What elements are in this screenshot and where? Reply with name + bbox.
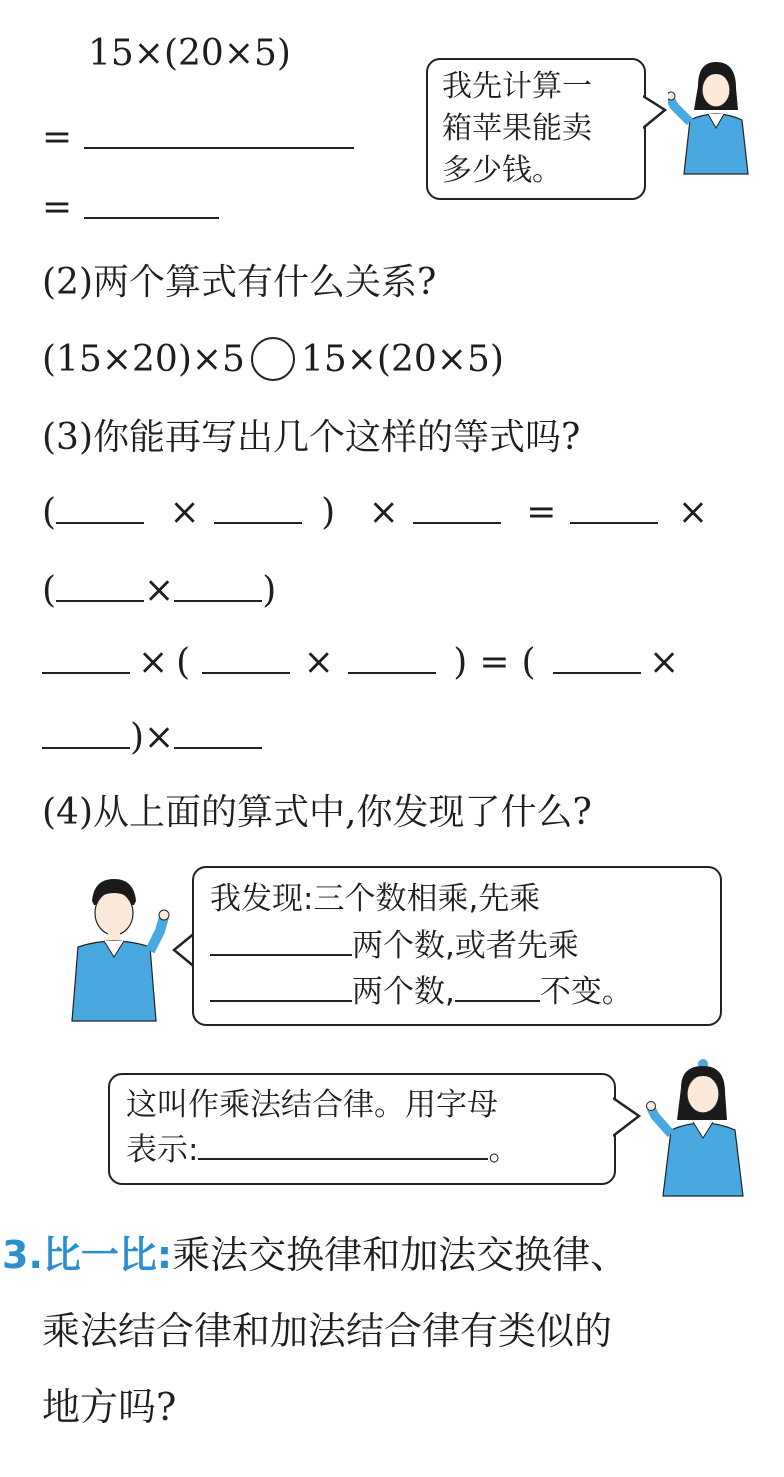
times: × (144, 717, 175, 758)
girl-speech-bubble-top (426, 58, 646, 200)
blank[interactable] (413, 522, 501, 524)
times: × (303, 642, 334, 683)
blank[interactable] (455, 1000, 540, 1002)
paren: ( (176, 642, 191, 683)
blank[interactable] (42, 672, 130, 674)
times: × (144, 570, 175, 611)
section-number: 3. (2, 1233, 43, 1277)
bubble-line: 箱苹果能卖 (442, 111, 592, 146)
blank[interactable] (570, 522, 658, 524)
bubble-line: 多少钱。 (442, 153, 562, 188)
equals-sign: = (42, 187, 73, 228)
bubble-line: 我先计算一 (442, 69, 592, 104)
answer-blank-2[interactable] (84, 217, 219, 219)
girl-illustration-bottom (645, 1058, 753, 1198)
times: × (677, 492, 709, 533)
q3-prompt: (3)你能再写出几个这样的等式吗? (42, 417, 581, 458)
bubble-label: 表示: (126, 1131, 199, 1168)
bubble-text: 两个数, (352, 974, 455, 1010)
paren: ( (42, 570, 57, 611)
blank[interactable] (348, 672, 436, 674)
blank[interactable] (56, 522, 144, 524)
paren: ( (521, 642, 536, 683)
comparison-circle[interactable] (251, 337, 295, 381)
boy-illustration (60, 875, 170, 1023)
blank[interactable] (210, 1000, 352, 1002)
boy-speech-bubble (192, 866, 722, 1026)
bubble-line-2 (126, 1128, 598, 1173)
times: × (649, 642, 680, 683)
blank[interactable] (42, 747, 130, 749)
paren: ) (130, 717, 145, 758)
section3-line-2: 乘法结合律和加法结合律有类似的 (42, 1309, 613, 1353)
blank[interactable] (174, 600, 262, 602)
girl-illustration-top (668, 58, 760, 176)
section3-line-1 (2, 1233, 629, 1277)
calc-equals-2 (42, 187, 219, 228)
q2-comparison (42, 340, 504, 384)
calc-equals-1 (42, 117, 354, 158)
bubble-line-3 (210, 969, 704, 1016)
q3-row-1b (42, 570, 277, 611)
answer-blank-1[interactable] (84, 147, 354, 149)
paren: ) (262, 570, 277, 611)
q2-prompt: (2)两个算式有什么关系? (42, 262, 437, 303)
equals: = (526, 492, 557, 533)
bubble-tail (613, 1094, 643, 1140)
paren: ) (321, 492, 336, 533)
q2-right-expr: 15×(20×5) (300, 339, 504, 380)
section-text: 乘法交换律和加法交换律、 (172, 1233, 629, 1277)
section3-line-3: 地方吗? (42, 1385, 177, 1429)
q2-left-expr: (15×20)×5 (42, 339, 245, 380)
bubble-text: 。 (488, 1131, 520, 1168)
bubble-text: 不变。 (539, 974, 633, 1010)
bubble-line-1: 我发现:三个数相乘,先乘 (210, 881, 541, 917)
blank[interactable] (214, 522, 302, 524)
blank[interactable] (56, 600, 144, 602)
blank[interactable] (198, 1158, 488, 1160)
bubble-tail (643, 92, 669, 132)
blank[interactable] (553, 672, 641, 674)
calc-expression: 15×(20×5) (88, 33, 291, 74)
q4-prompt: (4)从上面的算式中,你发现了什么? (42, 792, 592, 833)
q3-row-2a (42, 642, 687, 683)
bubble-line-2 (210, 923, 704, 970)
paren: ( (42, 492, 57, 533)
equals: = (479, 642, 510, 683)
blank[interactable] (210, 954, 352, 956)
section-label: 比一比: (42, 1233, 173, 1277)
girl-speech-bubble-bottom (108, 1073, 616, 1185)
times: × (169, 492, 200, 533)
blank[interactable] (174, 747, 262, 749)
q3-row-1a (42, 492, 716, 533)
bubble-text: 两个数,或者先乘 (352, 927, 579, 964)
bubble-line-1: 这叫作乘法结合律。用字母 (126, 1087, 498, 1123)
equals-sign: = (42, 117, 73, 158)
times: × (368, 492, 399, 533)
blank[interactable] (202, 672, 290, 674)
times: × (138, 642, 169, 683)
paren: ) (453, 642, 468, 683)
q3-row-2b (42, 717, 262, 758)
